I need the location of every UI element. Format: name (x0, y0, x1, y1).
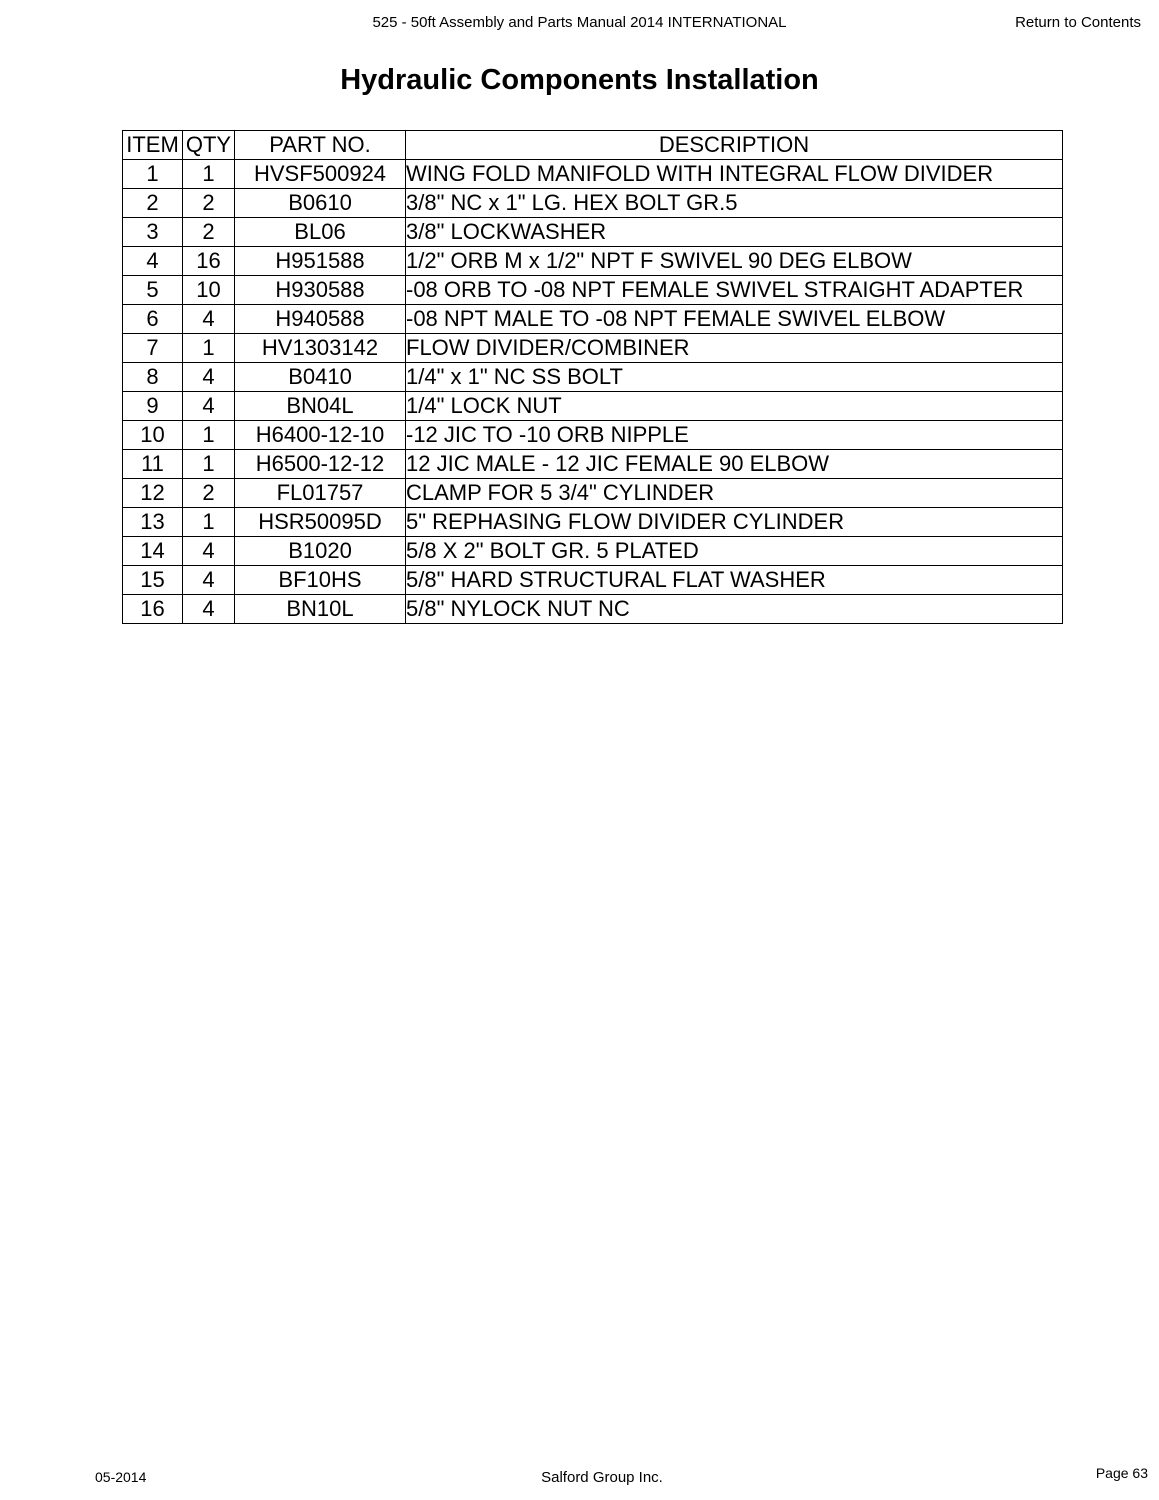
quantity-cell: 2 (183, 479, 235, 508)
part-number-cell: H6500-12-12 (235, 450, 406, 479)
part-number-cell: HVSF500924 (235, 160, 406, 189)
column-header-qty: QTY (183, 131, 235, 160)
description-cell: 3/8" NC x 1" LG. HEX BOLT GR.5 (406, 189, 1063, 218)
quantity-cell: 4 (183, 595, 235, 624)
part-number-cell: BN04L (235, 392, 406, 421)
parts-table-body (123, 160, 1063, 624)
table-row (123, 537, 1063, 566)
table-row (123, 160, 1063, 189)
parts-table (122, 130, 1063, 624)
item-number-cell: 6 (123, 305, 183, 334)
table-header-row (123, 131, 1063, 160)
table-row (123, 392, 1063, 421)
item-number-cell: 8 (123, 363, 183, 392)
description-cell: 1/2" ORB M x 1/2" NPT F SWIVEL 90 DEG ELBOW (406, 247, 1063, 276)
page-number: Page 63 (1095, 1465, 1148, 1481)
item-number-cell: 14 (123, 537, 183, 566)
table-row (123, 508, 1063, 537)
table-row (123, 363, 1063, 392)
description-cell: -12 JIC TO -10 ORB NIPPLE (406, 421, 1063, 450)
item-number-cell: 11 (123, 450, 183, 479)
quantity-cell: 1 (183, 160, 235, 189)
item-number-cell: 2 (123, 189, 183, 218)
return-to-contents-link[interactable]: Return to Contents (1015, 14, 1141, 31)
part-number-cell: H940588 (235, 305, 406, 334)
quantity-cell: 1 (183, 421, 235, 450)
part-number-cell: BN10L (235, 595, 406, 624)
table-row (123, 305, 1063, 334)
part-number-cell: H930588 (235, 276, 406, 305)
description-cell: 5/8" NYLOCK NUT NC (406, 595, 1063, 624)
part-number-cell: H6400-12-10 (235, 421, 406, 450)
description-cell: -08 ORB TO -08 NPT FEMALE SWIVEL STRAIGHT ADAPTER (406, 276, 1063, 305)
part-number-cell: HSR50095D (235, 508, 406, 537)
item-number-cell: 4 (123, 247, 183, 276)
item-number-cell: 1 (123, 160, 183, 189)
footer-date: 05-2014 (95, 1469, 147, 1485)
item-number-cell: 16 (123, 595, 183, 624)
description-cell: FLOW DIVIDER/COMBINER (406, 334, 1063, 363)
item-number-cell: 5 (123, 276, 183, 305)
column-header-description: DESCRIPTION (406, 131, 1063, 160)
item-number-cell: 15 (123, 566, 183, 595)
item-number-cell: 9 (123, 392, 183, 421)
item-number-cell: 12 (123, 479, 183, 508)
part-number-cell: B0410 (235, 363, 406, 392)
quantity-cell: 4 (183, 363, 235, 392)
description-cell: 5" REPHASING FLOW DIVIDER CYLINDER (406, 508, 1063, 537)
part-number-cell: H951588 (235, 247, 406, 276)
description-cell: 3/8" LOCKWASHER (406, 218, 1063, 247)
table-row (123, 189, 1063, 218)
item-number-cell: 7 (123, 334, 183, 363)
quantity-cell: 1 (183, 450, 235, 479)
table-row (123, 334, 1063, 363)
document-title: 525 - 50ft Assembly and Parts Manual 2014 INTERNATIONAL (372, 14, 787, 31)
item-number-cell: 10 (123, 421, 183, 450)
item-number-cell: 13 (123, 508, 183, 537)
description-cell: 5/8" HARD STRUCTURAL FLAT WASHER (406, 566, 1063, 595)
quantity-cell: 1 (183, 508, 235, 537)
quantity-cell: 2 (183, 189, 235, 218)
quantity-cell: 4 (183, 305, 235, 334)
quantity-cell: 4 (183, 537, 235, 566)
page-title: Hydraulic Components Installation (340, 64, 819, 96)
part-number-cell: BL06 (235, 218, 406, 247)
quantity-cell: 4 (183, 392, 235, 421)
table-row (123, 276, 1063, 305)
quantity-cell: 16 (183, 247, 235, 276)
table-row (123, 595, 1063, 624)
part-number-cell: FL01757 (235, 479, 406, 508)
description-cell: 5/8 X 2" BOLT GR. 5 PLATED (406, 537, 1063, 566)
column-header-item: ITEM (123, 131, 183, 160)
quantity-cell: 2 (183, 218, 235, 247)
description-cell: 1/4" LOCK NUT (406, 392, 1063, 421)
table-row (123, 450, 1063, 479)
table-row (123, 421, 1063, 450)
table-row (123, 218, 1063, 247)
part-number-cell: B0610 (235, 189, 406, 218)
description-cell: WING FOLD MANIFOLD WITH INTEGRAL FLOW DIVIDER (406, 160, 1063, 189)
part-number-cell: B1020 (235, 537, 406, 566)
quantity-cell: 1 (183, 334, 235, 363)
table-row (123, 247, 1063, 276)
quantity-cell: 4 (183, 566, 235, 595)
part-number-cell: HV1303142 (235, 334, 406, 363)
description-cell: CLAMP FOR 5 3/4" CYLINDER (406, 479, 1063, 508)
column-header-part-no: PART NO. (235, 131, 406, 160)
part-number-cell: BF10HS (235, 566, 406, 595)
quantity-cell: 10 (183, 276, 235, 305)
description-cell: -08 NPT MALE TO -08 NPT FEMALE SWIVEL ELBOW (406, 305, 1063, 334)
table-row (123, 566, 1063, 595)
description-cell: 12 JIC MALE - 12 JIC FEMALE 90 ELBOW (406, 450, 1063, 479)
item-number-cell: 3 (123, 218, 183, 247)
footer-company: Salford Group Inc. (541, 1469, 663, 1486)
table-row (123, 479, 1063, 508)
description-cell: 1/4" x 1" NC SS BOLT (406, 363, 1063, 392)
